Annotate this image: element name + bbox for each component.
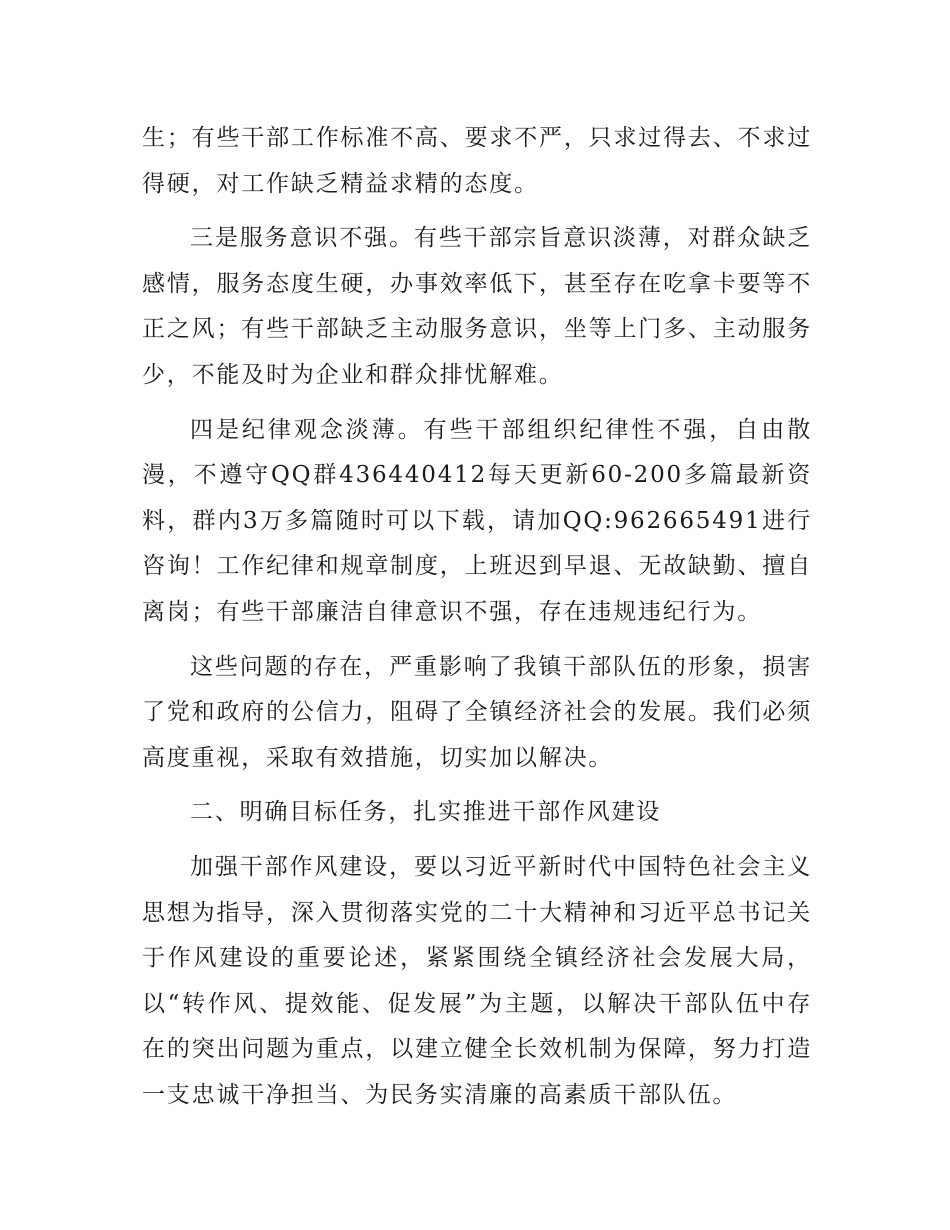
paragraph-discipline: 四是纪律观念淡薄。有些干部组织纪律性不强，自由散漫，不遵守QQ群436440412每天更新60-200多篇最新资料，群内3万多篇随时可以下载，请加QQ:962665491进行咨询！工作纪律和规章制度，上班迟到早退、无故缺勤、擅自离岗；有些干部廉洁自律意识不强，存在违规违纪行为。 [142,416,812,625]
section-heading: 二、明确目标任务，扎实推进干部作风建设 [190,799,662,826]
paragraph-goals: 加强干部作风建设，要以习近平新时代中国特色社会主义思想为指导，深入贯彻落实党的二十大精神和习近平总书记关于作风建设的重要论述，紧紧围绕全镇经济社会发展大局，以“转作风、提效能、促发展”为主题，以解决干部队伍中存在的突出问题为重点，以建立健全长效机制为保障，努力打造一支忠诚干净担当、为民务实清廉的高素质干部队伍。 [142,853,812,1108]
document-body [142,116,812,1127]
paragraph-service-awareness: 三是服务意识不强。有些干部宗旨意识淡薄，对群众缺乏感情，服务态度生硬，办事效率低下，甚至存在吃拿卡要等不正之风；有些干部缺乏主动服务意识，坐等上门多、主动服务少，不能及时为企业和群众排忧解难。 [142,225,812,388]
paragraph-continuation: 生；有些干部工作标准不高、要求不严，只求过得去、不求过得硬，对工作缺乏精益求精的态度。 [142,125,812,197]
paragraph-impact: 这些问题的存在，严重影响了我镇干部队伍的形象，损害了党和政府的公信力，阻碍了全镇经济社会的发展。我们必须高度重视，采取有效措施，切实加以解决。 [142,653,812,771]
